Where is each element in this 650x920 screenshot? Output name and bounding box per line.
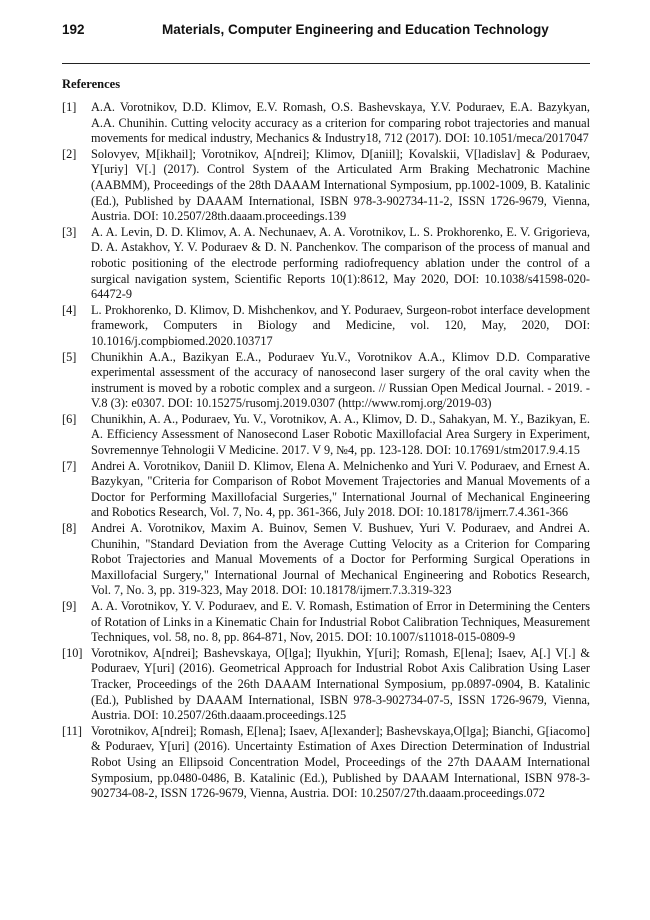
reference-number: [3] [62, 224, 77, 239]
reference-text: A. A. Levin, D. D. Klimov, A. A. Nechunaev, A. A. Vorotnikov, L. S. Prokhorenko, E. V. Grigorieva, D. A. Astakhov, Y. V. Poduraev & D. N. Panchenkov. The comparison of the process of manual and robotic positioning of the electrode performing radiofrequency ablation under the control of a surgical navigation system, Scientific Reports 10(1):8612, May 2020, DOI: 10.1038/s41598-020-64472-9 [91, 224, 590, 302]
reference-entry [62, 412, 590, 459]
reference-text: Chunikhin, A. A., Poduraev, Yu. V., Vorotnikov, A. A., Klimov, D. D., Sahakyan, M. Y., Bazikyan, E. A. Efficiency Assessment of Nanosecond Laser Robotic Maxillofacial Area Surgery in Experiment, Sovremennye Tehnologii V Medicine. 2017. V 9, №4, pp. 123-128. DOI: 10.17691/stm2017.9.4.15 [91, 411, 590, 458]
reference-number: [6] [62, 411, 77, 426]
reference-text: Andrei A. Vorotnikov, Maxim A. Buinov, Semen V. Bushuev, Yuri V. Poduraev, and Andrei A. Chunihin, "Standard Deviation from the Average Cutting Velocity as a Criterion for Comparing Robot Trajectories and Manual Movements of a Doctor for Performing Surgical Operations in Maxillofacial Surgery," International Journal of Mechanical Engineering and Robotics Research, Vol. 7, No. 3, pp. 319-323, May 2018. DOI: 10.18178/ijmerr.7.3.319-323 [91, 521, 590, 598]
reference-text: Andrei A. Vorotnikov, Daniil D. Klimov, Elena A. Melnichenko and Yuri V. Poduraev, and Ernest A. Bazykyan, "Criteria for Comparison of Robot Movement Trajectories and Manual Movements of a Doctor for Performing Maxillofacial Surgeries," International Journal of Mechanical Engineering and Robotics Research, Vol. 7, No. 4, pp. 361-366, July 2018. DOI: 10.18178/ijmerr.7.4.361-366 [91, 458, 590, 520]
reference-number: [2] [62, 146, 77, 161]
reference-number: [10] [62, 645, 83, 660]
reference-entry [62, 724, 590, 802]
header-divider [62, 63, 590, 64]
reference-entry [62, 100, 590, 147]
reference-entry [62, 646, 590, 724]
reference-text: Vorotnikov, A[ndrei]; Bashevskaya, O[lga]; Ilyukhin, Y[uri]; Romash, E[lena]; Isaev, A[.] V[.] & Poduraev, Y[uri] (2016). Geometrical Approach for Industrial Robot Axis Calibration Using Laser Tracker, Proceedings of the 26th DAAAM International Symposium, pp.0897-0904, B. Katalinic (Ed.), Published by DAAAM International, ISBN 978-3-902734-07-5, ISSN 1726-9679, Vienna, Austria. DOI: 10.2507/26th.daaam.proceedings.125 [91, 645, 590, 723]
reference-list [62, 100, 590, 802]
reference-entry [62, 521, 590, 599]
running-title: Materials, Computer Engineering and Education Technology [162, 22, 549, 37]
reference-entry [62, 350, 590, 412]
reference-text: A.A. Vorotnikov, D.D. Klimov, E.V. Romash, O.S. Bashevskaya, Y.V. Poduraev, E.A. Bazykyan, A.A. Chunihin. Cutting velocity accuracy as a criterion for comparing robot trajectories and manual movements for medical industry, Mechanics & Industry18, 712 (2017). DOI: 10.1051/meca/2017047 [91, 100, 590, 146]
page-header [62, 22, 590, 44]
reference-text: Vorotnikov, A[ndrei]; Romash, E[lena]; Isaev, A[lexander]; Bashevskaya,O[lga]; Bianchi, G[iacomo] & Poduraev, Y[uri] (2016). Uncertainty Estimation of Axes Direction Determination of Industrial Robot Using an Ellipsoid Concentration Model, Proceedings of the 27th DAAAM International Symposium, pp.0480-0486, B. Katalinic (Ed.), Published by DAAAM International, ISBN 978-3-902734-08-2, ISSN 1726-9679, Vienna, Austria. DOI: 10.2507/27th.daaam.proceedings.072 [91, 723, 590, 801]
reference-entry [62, 147, 590, 225]
reference-entry [62, 225, 590, 303]
reference-entry [62, 459, 590, 521]
reference-number: [7] [62, 458, 77, 473]
page-number: 192 [62, 22, 85, 37]
reference-entry [62, 599, 590, 646]
reference-text: L. Prokhorenko, D. Klimov, D. Mishchenkov, and Y. Poduraev, Surgeon-robot interface development framework, Computers in Biology and Medicine, vol. 120, May, 2020, DOI: 10.1016/j.compbiomed.2020.103717 [91, 302, 590, 348]
reference-number: [9] [62, 599, 77, 613]
reference-number: [4] [62, 302, 77, 317]
reference-number: [8] [62, 521, 77, 536]
reference-text: Chunikhin A.A., Bazikyan E.A., Poduraev Yu.V., Vorotnikov A.A., Klimov D.D. Comparative experimental assessment of the accuracy of nanosecond laser surgery of the oral cavity when the instrument is moved by a robotic complex and a surgeon. // Russian Open Medical Journal. - 2019. - V.8 (3): e0307. DOI: 10.15275/rusomj.2019.0307 (http://www.romj.org/2019-03) [91, 349, 590, 411]
reference-number: [1] [62, 100, 77, 114]
reference-text: A. A. Vorotnikov, Y. V. Poduraev, and E. V. Romash, Estimation of Error in Determining the Centers of Rotation of Links in a Kinematic Chain for Industrial Robot Calibration Techniques, Measurement Techniques, vol. 58, no. 8, pp. 864-871, Nov, 2015. DOI: 10.1007/s11018-015-0809-9 [91, 599, 590, 645]
reference-number: [11] [62, 723, 83, 738]
reference-entry [62, 303, 590, 350]
reference-text: Solovyev, M[ikhail]; Vorotnikov, A[ndrei]; Klimov, D[aniil]; Kovalskii, V[ladislav] & Poduraev, Y[uriy] V[.] (2017). Control System of the Articulated Arm Braking Mechatronic Machine (AABMM), Proceedings of the 28th DAAAM International Symposium, pp.1002-1009, B. Katalinic (Ed.), Published by DAAAM International, ISBN 978-3-902734-11-2, ISSN 1726-9679, Vienna, Austria. DOI: 10.2507/28th.daaam.proceedings.139 [91, 146, 590, 224]
references-heading: References [62, 77, 121, 91]
reference-number: [5] [62, 349, 77, 364]
